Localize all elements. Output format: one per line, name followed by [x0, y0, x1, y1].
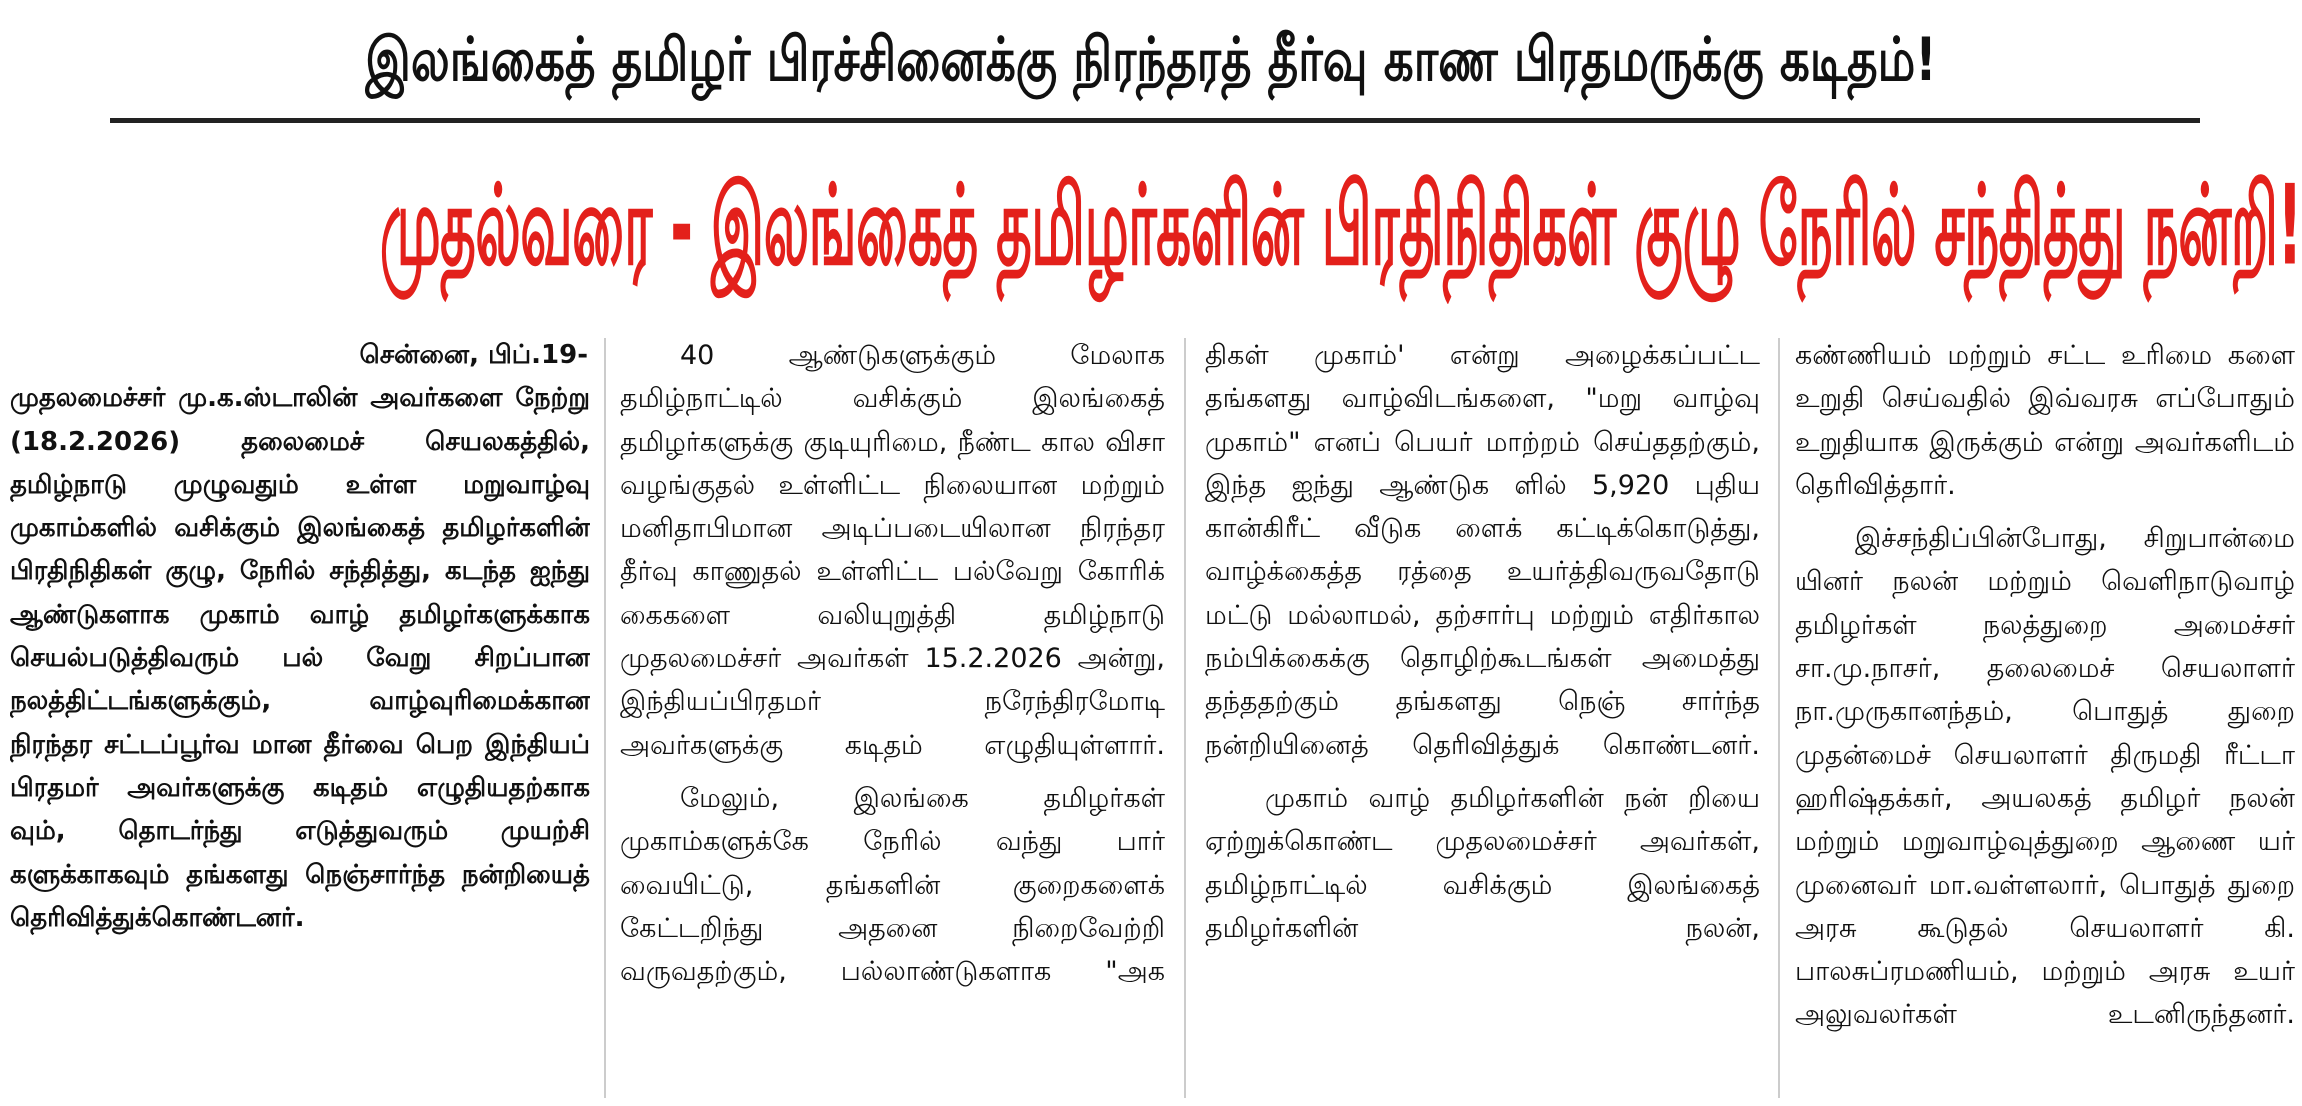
dateline: சென்னை, பிப்.19- [359, 340, 588, 370]
article-column-4 [1795, 334, 2295, 1104]
article-column-1 [10, 334, 590, 1104]
paragraph: கண்ணியம் மற்றும் சட்ட உரிமை களை உறுதி செய்வதில் இவ்வரசு எப்போதும் உறுதியாக இருக்கும் என்று அவர்களிடம் தெரிவித்தார். [1795, 340, 2295, 501]
paragraph: மேலும், இலங்கை தமிழர்கள் முகாம்களுக்கே நேரில் வந்து பார் வையிட்டு, தங்களின் குறைகளைக் கேட்டறிந்து அதனை நிறைவேற்றி வருவதற்கும், பல்லாண்டுகளாக "அக [620, 782, 1165, 988]
paragraph: 40 ஆண்டுகளுக்கும் மேலாக தமிழ்நாட்டில் வசிக்கும் இலங்கைத் தமிழர்களுக்கு குடியுரிமை, நீண்ட கால விசா வழங்குதல் உள்ளிட்ட நிலையான மற்றும் மனிதாபிமான அடிப்படையிலான நிரந்தர தீர்வு காணுதல் உள்ளிட்ட பல்வேறு கோரிக் கைகளை வலியுறுத்தி தமிழ்நாடு முதலமைச்சர் அவர்கள் 15.2.2026 அன்று, இந்தியப்பிரதமர் நரேந்திரமோடி அவர்களுக்கு கடிதம் எழுதியுள்ளார். [620, 340, 1165, 761]
main-headline: முதல்வரை - இலங்கைத் தமிழர்களின் பிரதிநிதிகள் குழு நேரில் சந்தித்து நன்றி! [379, 162, 2302, 291]
paragraph: திகள் முகாம்' என்று அழைக்கப்பட்ட தங்களது வாழ்விடங்களை, "மறு வாழ்வு முகாம்" எனப் பெயர் மாற்றம் செய்ததற்கும், இந்த ஐந்து ஆண்டுக ளில் 5,920 புதிய கான்கிரீட் வீடுக ளைக் கட்டிக்கொடுத்து, வாழ்க்கைத்த ரத்தை உயர்த்திவருவதோடு மட்டு மல்லாமல், தற்சார்பு மற்றும் எதிர்கால நம்பிக்கைக்கு தொழிற்கூடங்கள் அமைத்து தந்ததற்கும் தங்களது நெஞ் சார்ந்த நன்றியினைத் தெரிவித்துக் கொண்டனர். [1205, 340, 1760, 761]
article-column-2 [620, 334, 1165, 1104]
lead-paragraph: முதலமைச்சர் மு.க.ஸ்டாலின் அவர்களை நேற்று (18.2.2026) தலைமைச் செயலகத்தில், தமிழ்நாடு முழுவதும் உள்ள மறுவாழ்வு முகாம்களில் வசிக்கும் இலங்கைத் தமிழர்களின் பிரதிநிதிகள் குழு, நேரில் சந்தித்து, கடந்த ஐந்து ஆண்டுகளாக முகாம் வாழ் தமிழர்களுக்காக செயல்படுத்திவரும் பல் வேறு சிறப்பான நலத்திட்டங்களுக்கும், வாழ்வுரிமைக்கான நிரந்தர சட்டப்பூர்வ மான தீர்வை பெற இந்தியப் பிரதமர் அவர்களுக்கு கடிதம் எழுதியதற்காக வும், தொடர்ந்து எடுத்துவரும் முயற்சி களுக்காகவும் தங்களது நெஞ்சார்ந்த நன்றியைத் தெரிவித்துக்கொண்டனர். [10, 383, 590, 933]
paragraph: முகாம் வாழ் தமிழர்களின் நன் றியை ஏற்றுக்கொண்ட முதலமைச்சர் அவர்கள், தமிழ்நாட்டில் வசிக்கும் இலங்கைத் தமிழர்களின் நலன், [1205, 782, 1760, 944]
sub-headline: இலங்கைத் தமிழர் பிரச்சினைக்கு நிரந்தரத் தீர்வு காண பிரதமருக்கு கடிதம்! [365, 25, 1937, 95]
article-column-3 [1205, 334, 1760, 1104]
paragraph: இச்சந்திப்பின்போது, சிறுபான்மை யினர் நலன் மற்றும் வெளிநாடுவாழ் தமிழர்கள் நலத்துறை அமைச்சர் சா.மு.நாசர், தலைமைச் செயலாளர் நா.முருகானந்தம், பொதுத் துறை முதன்மைச் செயலாளர் திருமதி ரீட்டா ஹரிஷ்தக்கர், அயலகத் தமிழர் நலன் மற்றும் மறுவாழ்வுத்துறை ஆணை யர் முனைவர் மா.வள்ளலார், பொதுத் துறை அரசு கூடுதல் செயலாளர் கி. பாலசுப்ரமணியம், மற்றும் அரசு உயர் அலுவலர்கள் உடனிருந்தனர். [1795, 523, 2295, 1031]
article-body [0, 334, 2302, 1106]
